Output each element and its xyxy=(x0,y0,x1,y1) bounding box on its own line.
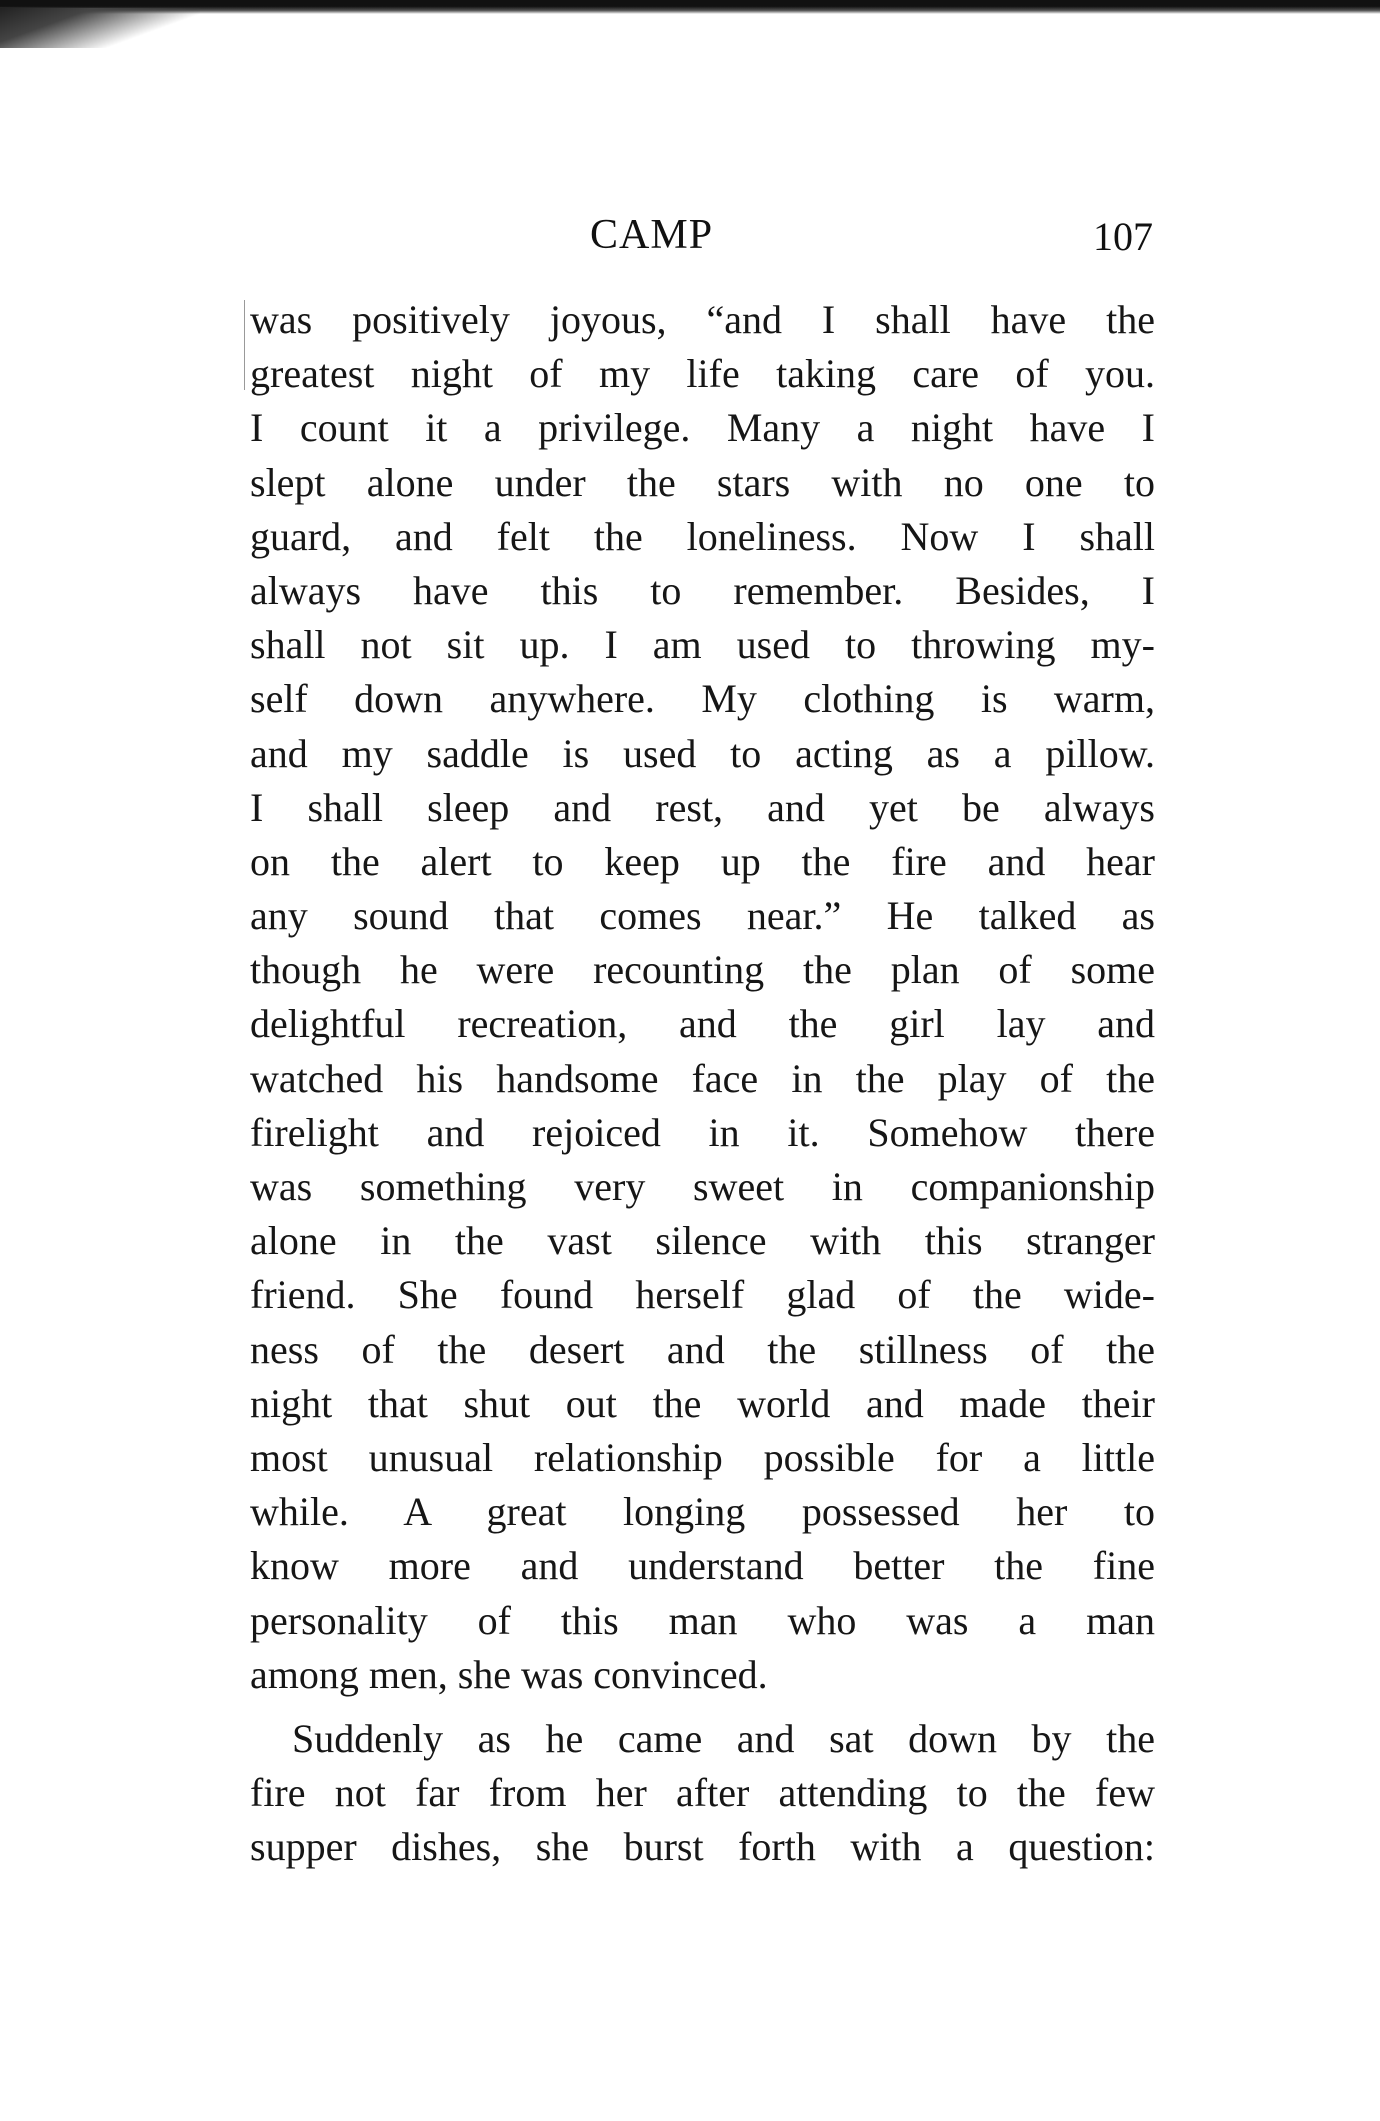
text-line: was something very sweet in companionship xyxy=(250,1164,1155,1209)
text-line: though he were recounting the plan of some xyxy=(250,947,1155,993)
text-line: any sound that comes near.” He talked as xyxy=(250,893,1155,939)
text-line: Suddenly as he came and sat down by the xyxy=(292,1715,1155,1761)
text-line: I shall sleep and rest, and yet be always xyxy=(250,784,1155,830)
page-corner-shadow xyxy=(0,8,200,48)
paragraph-1 xyxy=(250,293,1155,1702)
text-line: ness of the desert and the stillness of the xyxy=(250,1326,1155,1372)
text-line: friend. She found herself glad of the wide- xyxy=(250,1272,1155,1318)
text-line: personality of this man who was a man xyxy=(250,1597,1155,1643)
text-line: firelight and rejoiced in it. Somehow there xyxy=(250,1109,1155,1155)
text-line: on the alert to keep up the fire and hear xyxy=(250,838,1155,884)
text-line: while. A great longing possessed her to xyxy=(250,1489,1155,1535)
text-line: greatest night of my life taking care of you. xyxy=(250,351,1155,397)
text-line: was positively joyous, “and I shall have the xyxy=(250,297,1155,342)
text-line: shall not sit up. I am used to throwing my- xyxy=(250,622,1155,668)
text-line: watched his handsome face in the play of the xyxy=(250,1055,1155,1101)
paragraph-spacer xyxy=(250,1702,1155,1712)
margin-mark xyxy=(244,300,245,390)
text-line: alone in the vast silence with this stranger xyxy=(250,1218,1155,1264)
text-line: fire not far from her after attending to the few xyxy=(250,1770,1155,1816)
text-line: night that shut out the world and made their xyxy=(250,1380,1155,1426)
body-text xyxy=(250,293,1155,1874)
text-line: always have this to remember. Besides, I xyxy=(250,567,1155,613)
text-line: I count it a privilege. Many a night have I xyxy=(250,405,1155,451)
text-line: most unusual relationship possible for a little xyxy=(250,1434,1155,1480)
text-line: among men, she was convinced. xyxy=(250,1651,768,1697)
running-head xyxy=(0,205,1380,265)
text-line: and my saddle is used to acting as a pillow. xyxy=(250,730,1155,776)
text-line: slept alone under the stars with no one to xyxy=(250,459,1155,505)
text-line: delightful recreation, and the girl lay and xyxy=(250,1001,1155,1047)
running-title: CAMP xyxy=(590,212,714,258)
text-line: guard, and felt the loneliness. Now I shall xyxy=(250,513,1155,559)
text-line: self down anywhere. My clothing is warm, xyxy=(250,676,1155,722)
paragraph-2 xyxy=(250,1712,1155,1875)
text-line: know more and understand better the fine xyxy=(250,1543,1155,1589)
page-top-edge-shadow xyxy=(0,0,1380,14)
page-number: 107 xyxy=(1093,214,1153,259)
text-line: supper dishes, she burst forth with a question: xyxy=(250,1824,1155,1870)
